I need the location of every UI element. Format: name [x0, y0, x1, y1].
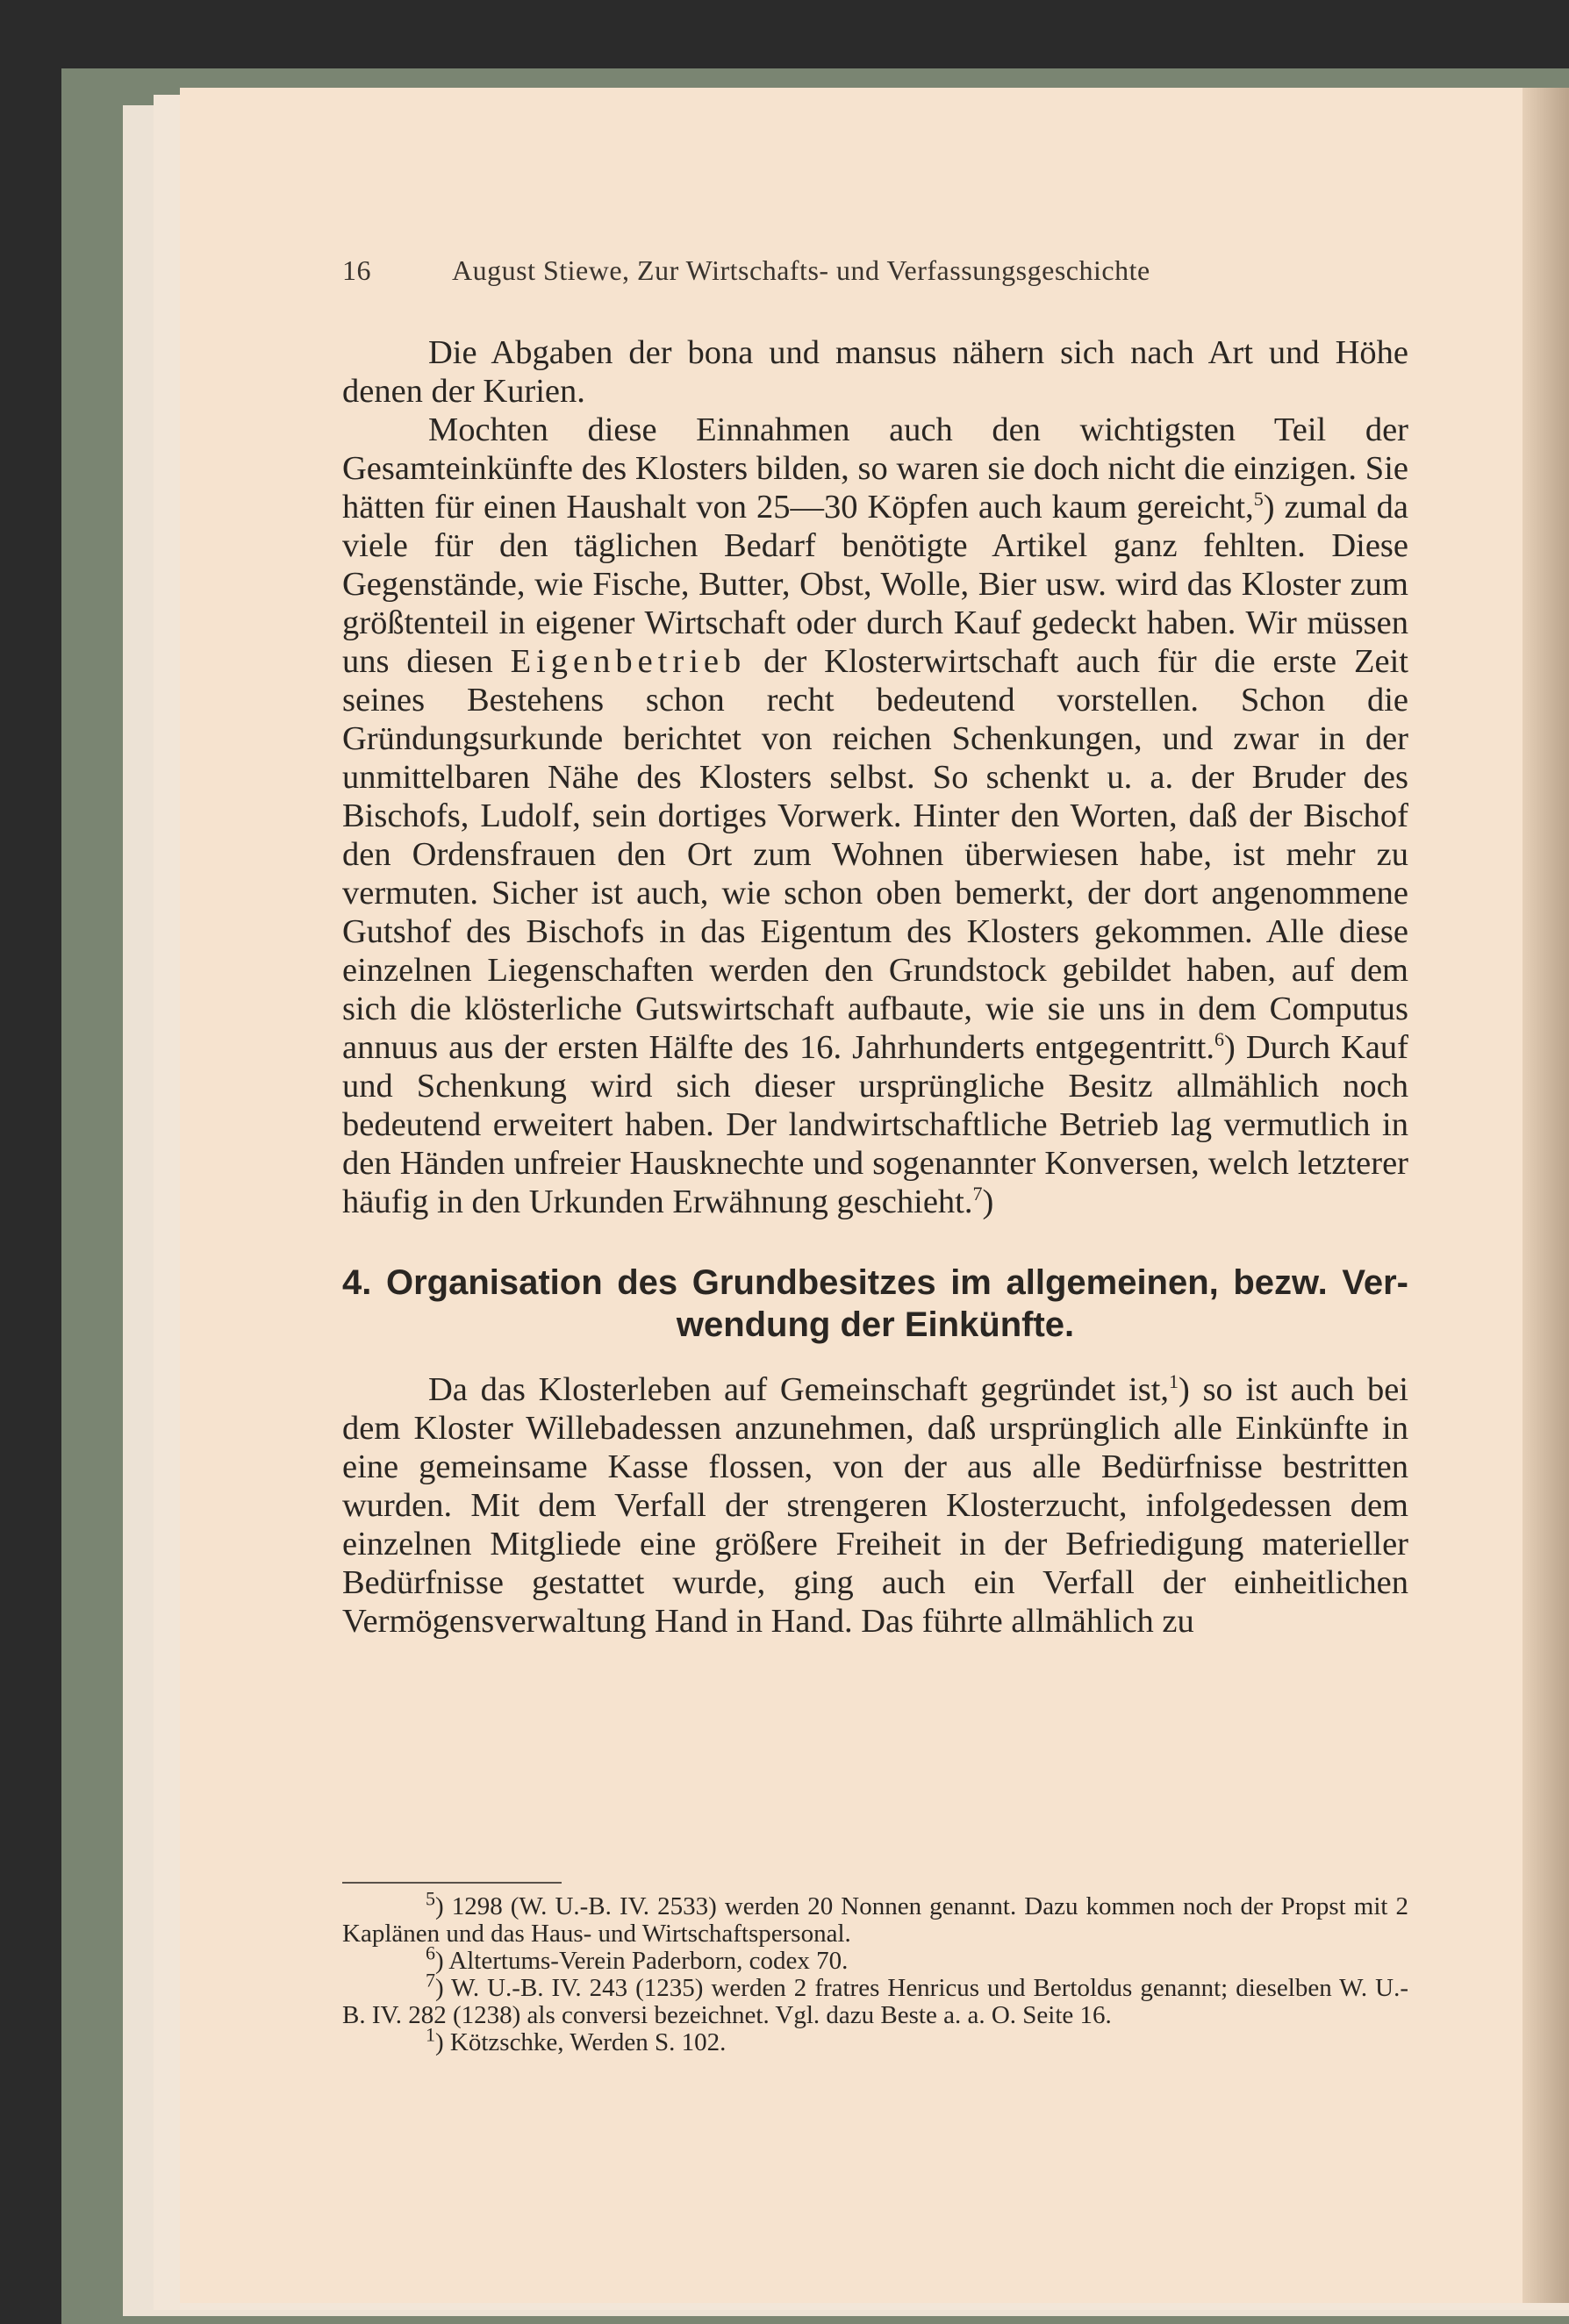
- running-title: August Stiewe, Zur Wirtschafts- und Verfassungsgeschichte: [452, 254, 1150, 286]
- section-heading-line-1: 4. Organisation des Grundbesitzes im allgemeinen, bezw. Ver-: [342, 1263, 1408, 1302]
- footnote-mark: 7: [426, 1969, 435, 1991]
- footnote-mark: 6: [426, 1941, 435, 1964]
- footnote-1: [342, 2023, 1408, 2056]
- paragraph-1: Die Abgaben der bona und mansus nähern sich nach Art und Höhe denen der Kurien.: [342, 334, 1408, 410]
- section-heading: [342, 1262, 1408, 1346]
- book-gutter: [1522, 88, 1569, 2303]
- footnote-text: ) W. U.-B. IV. 243 (1235) werden 2 fratres Henricus und Bertoldus genannt; dieselben W. U.-B. IV. 282 (1238) als conversi bezeichnet. Vgl. dazu Beste a. a. O. Seite 16.: [342, 1974, 1408, 2029]
- footnotes: [342, 1887, 1408, 2056]
- footnote-ref-5: 5: [1253, 488, 1264, 511]
- paragraph-2-part-b: ) zumal da viele für den täglichen Bedarf benötigte Artikel ganz fehlten. Diese Gegenstände, wie Fische, Butter, Obst, Wolle, Bier usw. wird das Kloster zum größtenteil in eigener Wirtschaft oder durch Kauf gedeckt haben. Wir müssen uns diesen: [342, 489, 1409, 680]
- footnote-text: ) Kötzschke, Werden S. 102.: [435, 2028, 727, 2056]
- footnote-ref-6: 6: [1214, 1028, 1225, 1051]
- footnote-7: [342, 1969, 1408, 2029]
- footnote-text: ) Altertums-Verein Paderborn, codex 70.: [435, 1947, 849, 1975]
- footnote-rule: [342, 1882, 562, 1884]
- footnote-6: [342, 1941, 1408, 1975]
- paragraph-2-part-d: ) Durch Kauf und Schenkung wird sich dieser ursprüngliche Besitz allmählich noch bedeutend erweitert haben. Der landwirtschaftliche Betrieb lag vermutlich in den Händen unfreier Hausknechte und sogenannter Konversen, welch letzterer häufig in den Urkunden Erwähnung geschieht.: [342, 1029, 1409, 1220]
- paragraph-3: [342, 1370, 1408, 1641]
- paragraph-3-part-b: ) so ist auch bei dem Kloster Willebadessen anzunehmen, daß ursprünglich alle Einkünfte in eine gemeinsame Kasse flossen, von der aus alle Bedürfnisse bestritten wurden. Mit dem Verfall der strengeren Klosterzucht, infolgedessen dem einzelnen Mitgliede eine größere Freiheit in der Befriedigung materieller Bedürfnisse gestattet wurde, ging auch ein Verfall der einheitlichen Vermögensverwaltung Hand in Hand. Das führte allmählich zu: [342, 1371, 1408, 1640]
- paragraph-2-part-a: Mochten diese Einnahmen auch den wichtigsten Teil der Gesamteinkünfte des Klosters bilden, so waren sie doch nicht die einzigen. Sie hätten für einen Haushalt von 25—30 Köpfen auch kaum gereicht,: [342, 411, 1408, 526]
- footnote-5: [342, 1887, 1408, 1948]
- footnote-mark: 5: [426, 1887, 435, 1910]
- paragraph-2-part-e: ): [982, 1183, 994, 1220]
- footnote-ref-1: 1: [1169, 1370, 1179, 1393]
- running-header: [342, 254, 1408, 287]
- body-text: [342, 333, 1408, 1641]
- paragraph-3-part-a: Da das Klosterleben auf Gemeinschaft gegründet ist,: [428, 1371, 1170, 1408]
- footnote-mark: 1: [426, 2023, 435, 2046]
- spaced-term: Eigenbetrieb: [510, 643, 747, 680]
- page-number: 16: [342, 254, 371, 286]
- paragraph-2: [342, 411, 1408, 1221]
- footnote-text: ) 1298 (W. U.-B. IV. 2533) werden 20 Nonnen genannt. Dazu kommen noch der Propst mit 2 Kaplänen und das Haus- und Wirtschaftspersonal.: [342, 1892, 1408, 1948]
- paragraph-2-part-c: der Klosterwirtschaft auch für die erste Zeit seines Bestehens schon recht bedeutend vorstellen. Schon die Gründungsurkunde berichtet von reichen Schenkungen, und zwar in der unmittelbaren Nähe des Klosters selbst. So schenkt u. a. der Bruder des Bischofs, Ludolf, sein dortiges Vorwerk. Hinter den Worten, daß der Bischof den Ordensfrauen den Ort zum Wohnen überwiesen habe, ist mehr zu vermuten. Sicher ist auch, wie schon oben bemerkt, der dort angenommene Gutshof des Bischofs in das Eigentum des Klosters gekommen. Alle diese einzelnen Liegenschaften werden den Grundstock gebildet haben, auf dem sich die klösterliche Gutswirtschaft aufbaute, wie sie uns in dem Computus annuus aus der ersten Hälfte des 16. Jahrhunderts entgegentritt.: [342, 643, 1408, 1066]
- footnote-ref-7: 7: [972, 1183, 983, 1205]
- section-heading-line-2: wendung der Einkünfte.: [676, 1305, 1075, 1344]
